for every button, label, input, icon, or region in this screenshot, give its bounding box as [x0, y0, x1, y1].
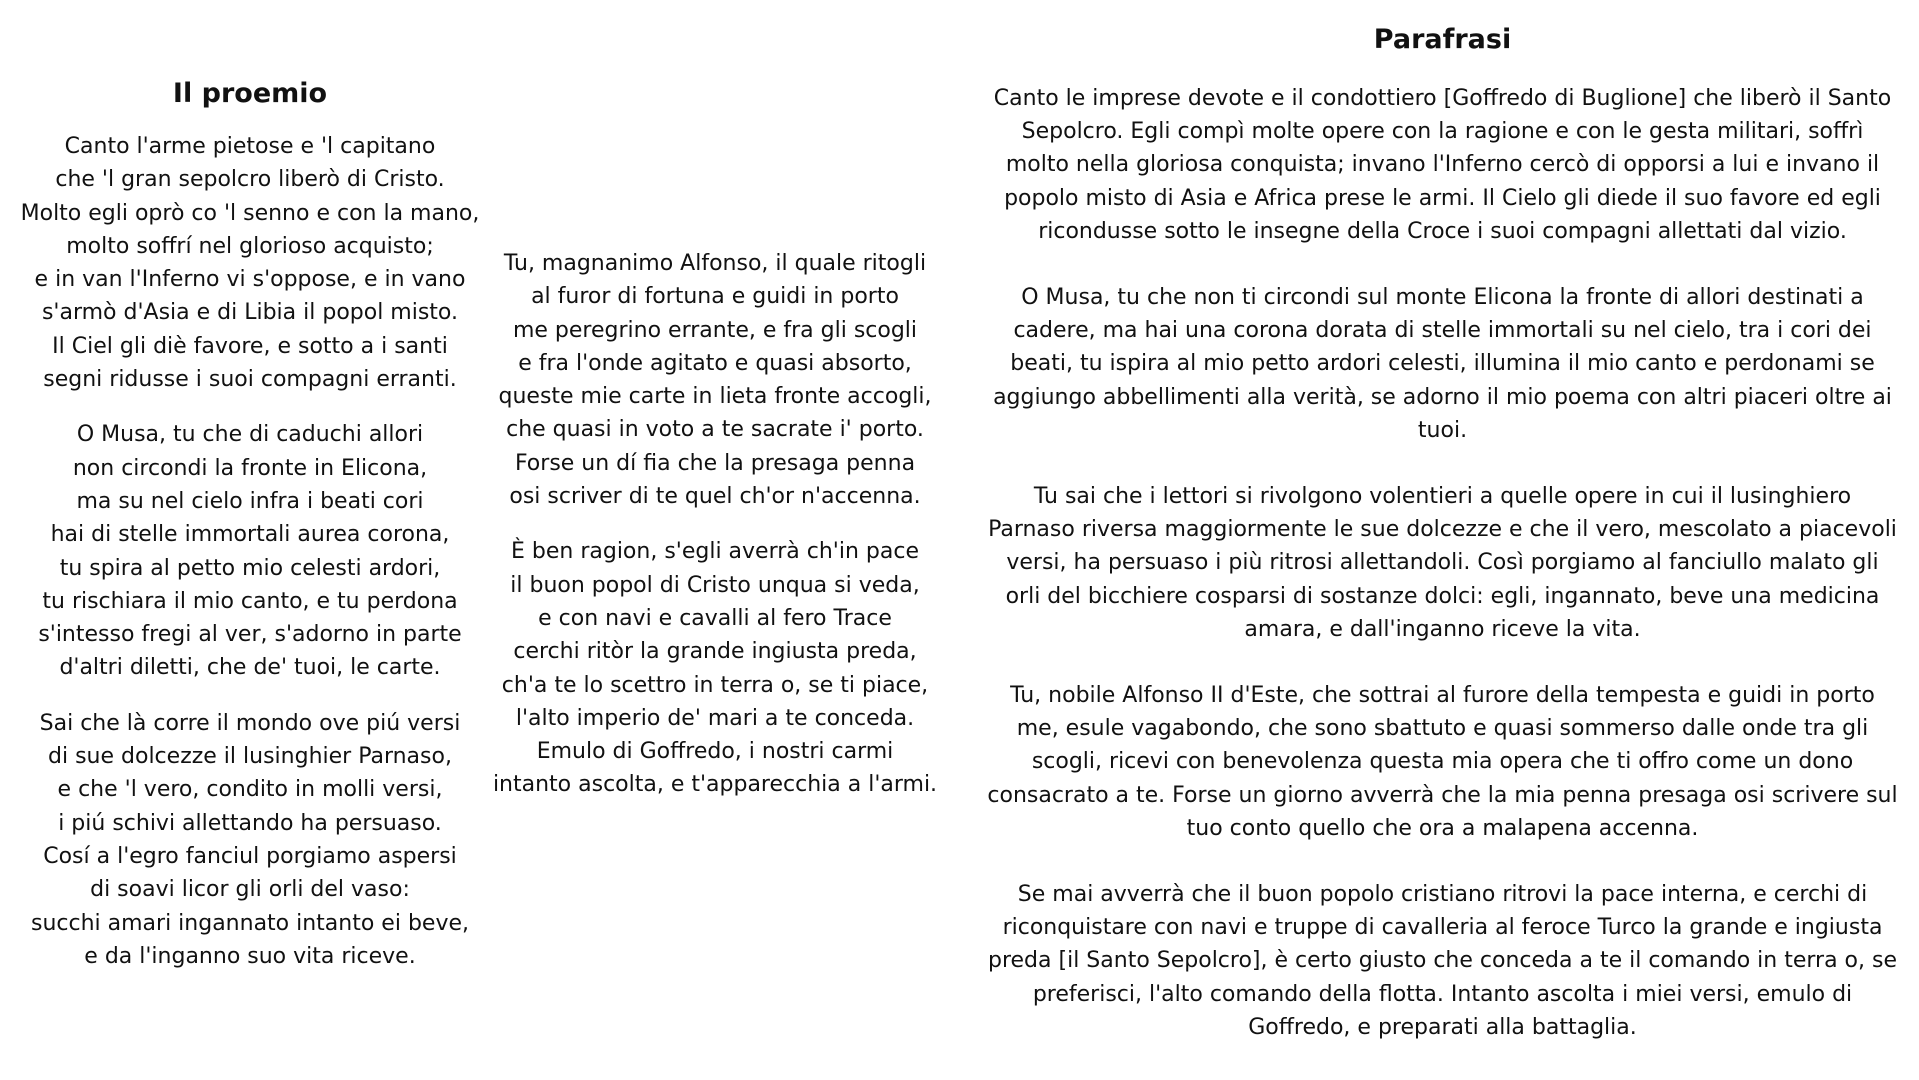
text-line: scogli, ricevi con benevolenza questa mia opera che ti offro come un dono: [1031, 749, 1854, 775]
text-line: e con navi e cavalli al fero Trace: [538, 605, 892, 631]
text-line: amara, e dall'inganno riceve la vita.: [1244, 616, 1641, 642]
text-line: e fra l'onde agitato e quasi absorto,: [518, 350, 912, 376]
text-line: tu rischiara il mio canto, e tu perdona: [42, 588, 458, 614]
text-line: hai di stelle immortali aurea corona,: [50, 522, 450, 548]
text-line: versi, ha persuaso i più ritrosi allettandoli. Così porgiamo al fanciullo malato gli: [1006, 550, 1879, 576]
text-line: e che 'l vero, condito in molli versi,: [57, 777, 443, 803]
text-line: al furor di fortuna e guidi in porto: [531, 284, 899, 310]
paraphrase-column: [980, 20, 1905, 1044]
text-line: riconquistare con navi e truppe di cavalleria al feroce Turco la grande e ingiusta: [1002, 915, 1883, 941]
text-line: e da l'inganno suo vita riceve.: [84, 943, 416, 969]
text-line: Il Ciel gli diè favore, e sotto a i santi: [52, 333, 448, 359]
text-line: me peregrino errante, e fra gli scogli: [512, 317, 918, 343]
text-line: È ben ragion, s'egli averrà ch'in pace: [511, 539, 919, 565]
stanza-2: [10, 418, 490, 684]
text-line: queste mie carte in lieta fronte accogli,: [498, 384, 932, 410]
text-line: che quasi in voto a te sacrate i' porto.: [506, 417, 924, 443]
text-line: di soavi licor gli orli del vaso:: [90, 877, 410, 903]
text-line: di sue dolcezze il lusinghier Parnaso,: [48, 744, 452, 770]
text-line: preferisci, l'alto comando della flotta. Intanto ascolta i miei versi, emulo di: [1032, 981, 1853, 1007]
text-line: O Musa, tu che non ti circondi sul monte Elicona la fronte di allori destinati a: [1021, 285, 1864, 311]
text-line: cadere, ma hai una corona dorata di stelle immortali su nel cielo, tra i cori dei: [1013, 318, 1872, 344]
paraphrase-paragraph-4: [980, 679, 1905, 845]
poem-column-middle: [480, 247, 950, 802]
text-line: Canto le imprese devote e il condottiero [Goffredo di Buglione] che liberò il Santo: [993, 86, 1892, 111]
stanza-4: [480, 247, 950, 513]
text-line: preda [il Santo Sepolcro], è certo giusto che conceda a te il comando in terra o, se: [988, 948, 1897, 974]
text-line: molto nella gloriosa conquista; invano l'Inferno cercò di opporsi a lui e invano il: [1005, 152, 1880, 178]
text-line: Forse un dí fia che la presaga penna: [514, 450, 916, 476]
text-line: i piú schivi allettando ha persuaso.: [58, 810, 442, 836]
text-line: me, esule vagabondo, che sono sbattuto e quasi sommerso dalle onde tra gli: [1016, 716, 1869, 742]
text-line: molto soffrí nel glorioso acquisto;: [66, 233, 434, 259]
text-line: Molto egli oprò co 'l senno e con la mano,: [20, 200, 480, 226]
poem-column-left: [10, 74, 490, 973]
text-line: Tu, nobile Alfonso II d'Este, che sottrai al furore della tempesta e guidi in porto: [1010, 683, 1875, 709]
text-line: Tu, magnanimo Alfonso, il quale ritogli: [503, 251, 927, 276]
text-line: cerchi ritòr la grande ingiusta preda,: [513, 639, 917, 665]
text-line: tuo conto quello che ora a malapena accenna.: [1186, 815, 1699, 841]
text-line: tu spira al petto mio celesti ardori,: [59, 555, 441, 581]
text-line: consacrato a te. Forse un giorno avverrà che la mia penna presaga osi scrivere sul: [987, 782, 1898, 808]
text-line: che 'l gran sepolcro liberò di Cristo.: [55, 167, 445, 193]
text-line: s'intesso fregi al ver, s'adorno in parte: [38, 622, 462, 648]
stanza-1: [10, 130, 490, 396]
text-line: ch'a te lo scettro in terra o, se ti piace,: [501, 672, 929, 698]
text-line: Goffredo, e preparati alla battaglia.: [1248, 1014, 1637, 1040]
text-line: tuoi.: [1417, 417, 1468, 443]
text-line: d'altri diletti, che de' tuoi, le carte.: [59, 655, 441, 681]
paraphrase-title: Parafrasi: [1373, 24, 1512, 55]
text-line: il buon popol di Cristo unqua si veda,: [510, 572, 920, 598]
text-line: s'armò d'Asia e di Libia il popol misto.: [41, 300, 459, 326]
text-line: Cosí a l'egro fanciul porgiamo aspersi: [43, 843, 457, 869]
text-line: intanto ascolta, e t'apparecchia a l'armi.: [492, 772, 938, 798]
text-line: e in van l'Inferno vi s'oppose, e in vano: [34, 267, 466, 293]
text-line: non circondi la fronte in Elicona,: [72, 455, 428, 481]
paraphrase-paragraph-3: [980, 480, 1905, 646]
paraphrase-paragraph-2: [980, 281, 1905, 447]
text-line: succhi amari ingannato intanto ei beve,: [30, 910, 469, 936]
stanza-5: [480, 535, 950, 801]
stanza-3: [10, 707, 490, 973]
text-line: aggiungo abbellimenti alla verità, se adorno il mio poema con altri piaceri oltre ai: [993, 384, 1892, 410]
text-line: orli del bicchiere cosparsi di sostanze dolci: egli, ingannato, beve una medicina: [1005, 583, 1880, 609]
text-line: ricondusse sotto le insegne della Croce i suoi compagni allettati dal vizio.: [1038, 218, 1847, 244]
poem-title: Il proemio: [172, 78, 328, 109]
paraphrase-paragraph-1: [980, 82, 1905, 248]
text-line: Canto l'arme pietose e 'l capitano: [64, 134, 436, 159]
text-line: segni ridusse i suoi compagni erranti.: [43, 367, 457, 393]
text-line: Parnaso riversa maggiormente le sue dolcezze e che il vero, mescolato a piacevoli: [988, 517, 1897, 543]
text-line: l'alto imperio de' mari a te conceda.: [515, 705, 915, 731]
text-line: osi scriver di te quel ch'or n'accenna.: [509, 484, 921, 510]
text-line: beati, tu ispira al mio petto ardori celesti, illumina il mio canto e perdonami se: [1010, 351, 1875, 377]
text-line: Tu sai che i lettori si rivolgono volentieri a quelle opere in cui il lusinghiero: [1033, 484, 1852, 510]
text-line: Se mai avverrà che il buon popolo cristiano ritrovi la pace interna, e cerchi di: [1017, 882, 1868, 908]
text-line: popolo misto di Asia e Africa prese le armi. Il Cielo gli diede il suo favore ed egli: [1004, 185, 1881, 211]
text-line: ma su nel cielo infra i beati cori: [76, 488, 424, 514]
text-line: Sepolcro. Egli compì molte opere con la ragione e con le gesta militari, soffrì: [1021, 119, 1864, 145]
text-line: Emulo di Goffredo, i nostri carmi: [536, 739, 894, 765]
text-line: Sai che là corre il mondo ove piú versi: [39, 710, 461, 736]
paraphrase-paragraph-5: [980, 878, 1905, 1044]
text-line: O Musa, tu che di caduchi allori: [76, 422, 424, 448]
